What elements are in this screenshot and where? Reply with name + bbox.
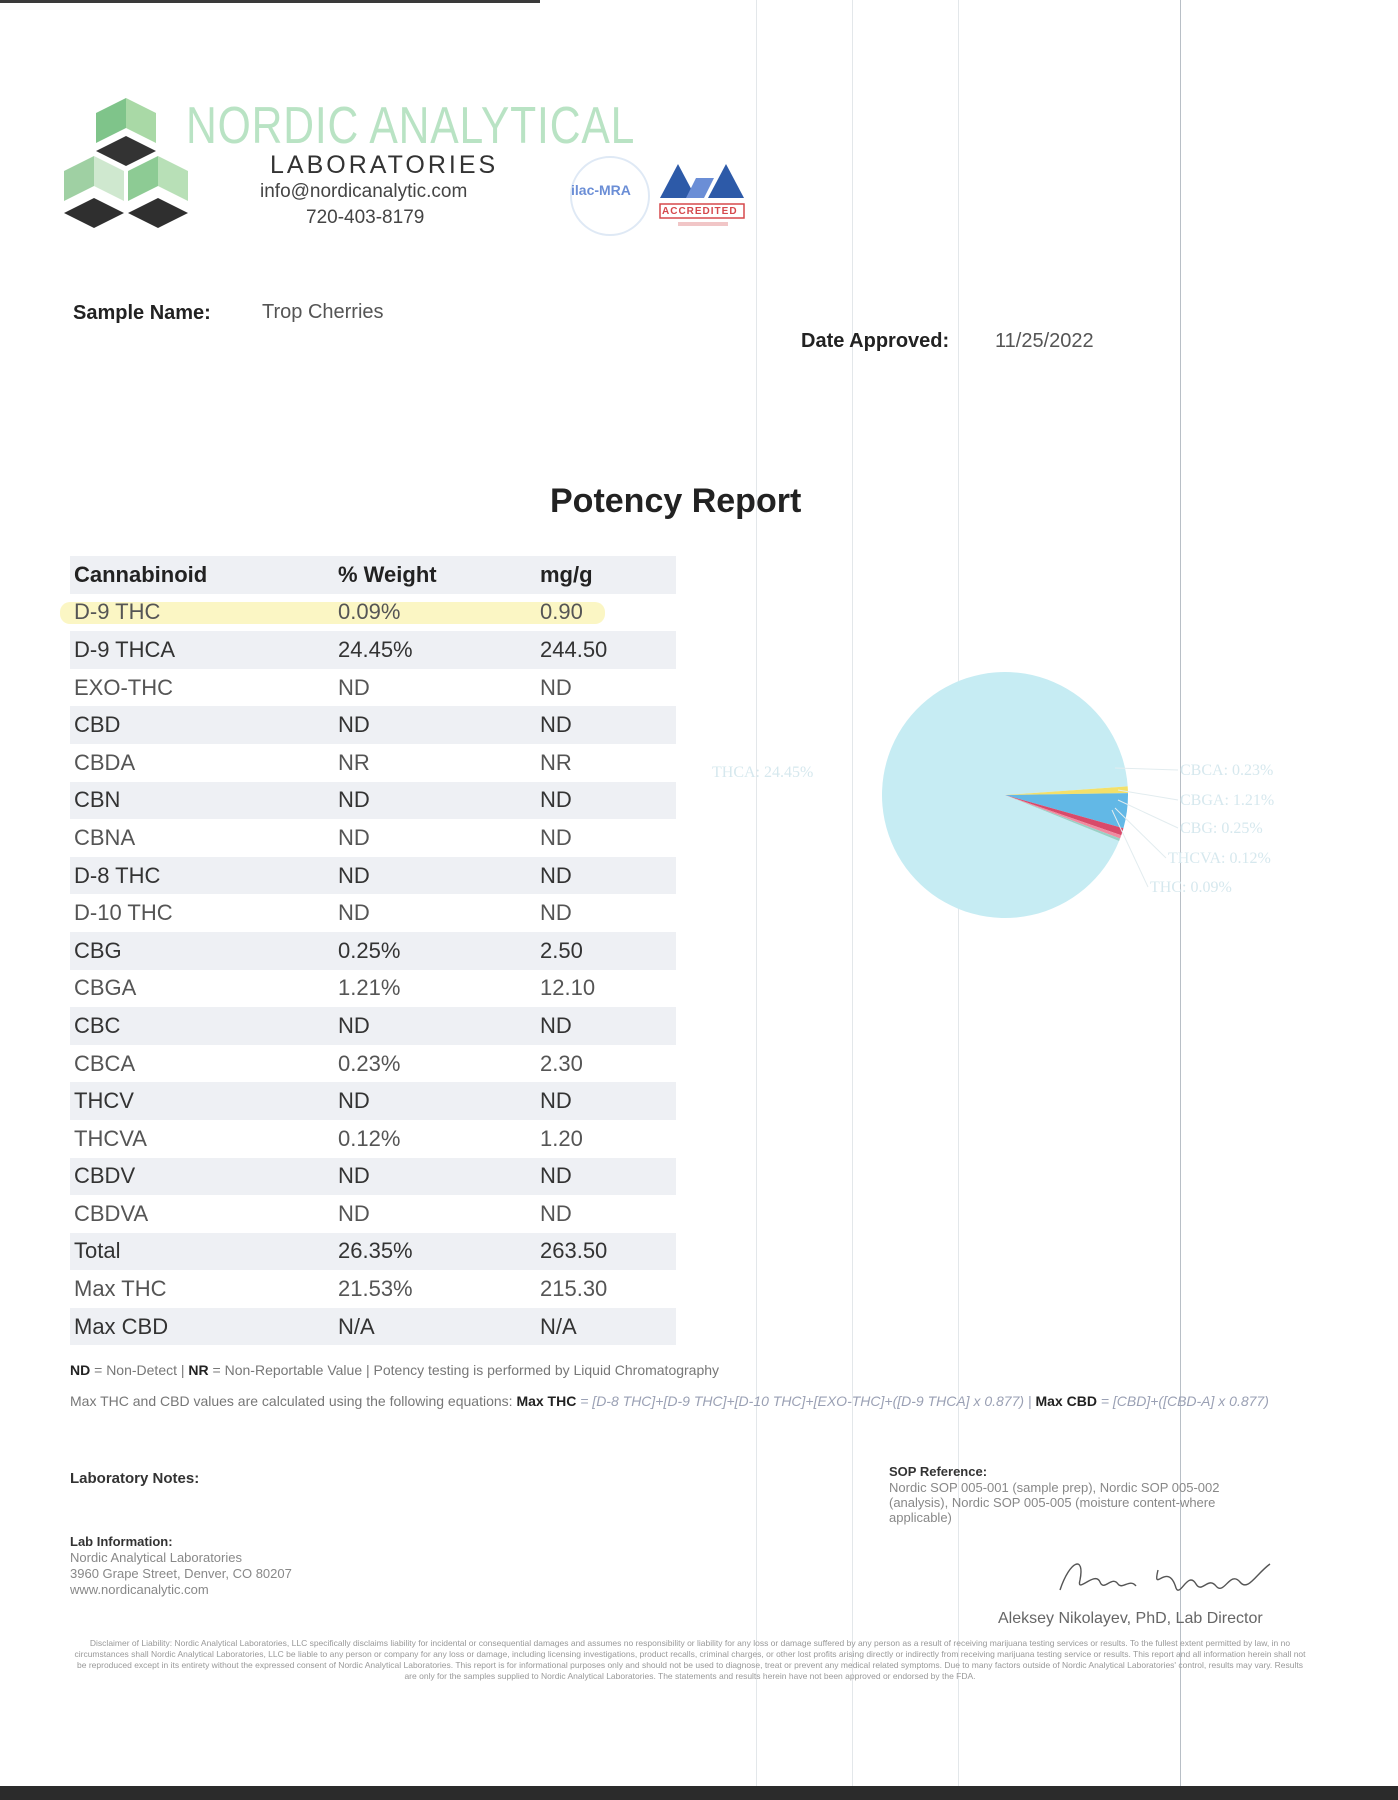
row-weight: 26.35% (338, 1238, 413, 1264)
row-name: D-9 THCA (74, 636, 176, 662)
lab-email: info@nordicanalytic.com (260, 181, 468, 202)
table-row (70, 894, 676, 932)
row-mg: 12.10 (540, 975, 596, 1001)
row-name: Max THC (74, 1276, 167, 1302)
a2la-accredited-icon (656, 160, 752, 242)
row-name: D-9 THC (74, 599, 161, 625)
row-name: CBDVA (74, 1200, 149, 1226)
pie-label: CBCA: 0.23% (1180, 762, 1274, 779)
row-name: D-8 THC (74, 862, 161, 888)
row-mg: ND (540, 712, 572, 738)
row-mg: ND (540, 674, 572, 700)
calc-intro: Max THC and CBD values are calculated using the following equations: (70, 1393, 517, 1409)
row-name: CBC (74, 1012, 121, 1038)
row-mg: ND (540, 1088, 572, 1114)
pie-label: THCA: 24.45% (712, 764, 814, 781)
row-name: CBNA (74, 824, 136, 850)
lab-subtitle: LABORATORIES (270, 151, 499, 179)
date-approved-value: 11/25/2022 (995, 330, 1094, 352)
scan-bottom-edge (0, 1786, 1398, 1800)
row-weight: 0.25% (338, 937, 401, 963)
max-cbd-equation: = [CBD]+([CBD-A] x 0.877) (1096, 1393, 1269, 1409)
row-weight: ND (338, 1163, 370, 1189)
row-mg: ND (540, 1163, 572, 1189)
row-name: CBD (74, 712, 121, 738)
director-signature (1040, 1540, 1280, 1610)
row-weight: 1.21% (338, 975, 401, 1001)
abbreviation-note (70, 1362, 719, 1378)
row-weight: ND (338, 674, 370, 700)
director-name: Aleksey Nikolayev, PhD, Lab Director (998, 1610, 1263, 1627)
row-weight: ND (338, 824, 370, 850)
row-mg: 2.50 (540, 937, 583, 963)
row-weight: 0.09% (338, 599, 401, 625)
row-mg: NR (540, 749, 572, 775)
lab-phone: 720-403-8179 (306, 207, 425, 228)
nr-text: = Non-Reportable Value | Potency testing is performed by Liquid Chromatography (208, 1362, 720, 1378)
row-weight: ND (338, 787, 370, 813)
row-name: CBCA (74, 1050, 136, 1076)
accredited-label: ACCREDITED (662, 206, 738, 217)
table-row (70, 744, 676, 782)
table-row (70, 1158, 676, 1196)
date-approved-label: Date Approved: (801, 330, 950, 352)
ilac-mark: ilac-MRA (571, 182, 631, 198)
row-name: Total (74, 1238, 121, 1264)
max-thc-label: Max THC (516, 1393, 577, 1409)
row-weight: ND (338, 900, 370, 926)
row-weight: 0.12% (338, 1125, 401, 1151)
nd-text: = Non-Detect | (90, 1362, 189, 1378)
max-cbd-label: Max CBD (1035, 1393, 1097, 1409)
table-row (70, 1195, 676, 1233)
table-row (70, 782, 676, 820)
header-weight: % Weight (338, 561, 437, 587)
row-mg: 1.20 (540, 1125, 583, 1151)
row-weight: ND (338, 862, 370, 888)
row-name: CBG (74, 937, 122, 963)
table-row (70, 1233, 676, 1271)
table-row (70, 1270, 676, 1308)
row-mg: 0.90 (540, 599, 583, 625)
row-weight: 24.45% (338, 636, 413, 662)
row-weight: ND (338, 1012, 370, 1038)
table-row (70, 857, 676, 895)
row-name: D-10 THC (74, 900, 173, 926)
header-cannabinoid: Cannabinoid (74, 561, 208, 587)
row-name: Max CBD (74, 1313, 169, 1339)
table-row (70, 1120, 676, 1158)
row-mg: 215.30 (540, 1276, 608, 1302)
row-name: CBN (74, 787, 121, 813)
row-weight: ND (338, 712, 370, 738)
row-name: THCVA (74, 1125, 147, 1151)
row-mg: ND (540, 1200, 572, 1226)
sop-reference-label: SOP Reference: (889, 1464, 988, 1479)
potency-table (70, 556, 676, 1345)
laboratory-notes-label: Laboratory Notes: (70, 1470, 200, 1487)
row-weight: 21.53% (338, 1276, 413, 1302)
row-mg: 244.50 (540, 636, 608, 662)
potency-pie-chart (690, 640, 1340, 940)
row-mg: ND (540, 900, 572, 926)
table-row (70, 1308, 676, 1346)
table-row (70, 706, 676, 744)
lab-info-line1: Nordic Analytical Laboratories (70, 1550, 242, 1565)
pie-label: THCVA: 0.12% (1168, 850, 1271, 867)
table-row (70, 1045, 676, 1083)
table-row (70, 1007, 676, 1045)
header-mg-g: mg/g (540, 561, 593, 587)
table-row (70, 970, 676, 1008)
pie-label: CBGA: 1.21% (1180, 792, 1275, 809)
row-mg: ND (540, 824, 572, 850)
liability-disclaimer: Disclaimer of Liability: Nordic Analytical Laboratories, LLC specifically disclaims liability for incidental or consequential damages and assumes no responsibility or liability for any loss or damage suffered by any person as a result of receiving marijuana testing services or results. To the fullest extent permitted by law, in no circumstances shall Nordic Analytical Laboratories, LLC be liable to any person or company for any loss or damage, including licensing investigations, product recalls, criminal charges, or other lost profits arising directly or indirectly from receiving marijuana testing service or results. This report and all information herein shall not be reproduced except in its entirety without the expressed consent of Nordic Analytical Laboratories. This report is for informational purposes only and should not be used to diagnose, treat or prevent any medical related symptoms. Due to many factors outside of Nordic Analytical Laboratories' control, results may vary. Results are only for the samples supplied to Nordic Analytical Laboratories. The statements and results herein have not been approved or endorsed by the FDA. (74, 1638, 1306, 1681)
row-mg: 263.50 (540, 1238, 608, 1264)
scan-top-edge (0, 0, 540, 3)
pie-label: THC: 0.09% (1150, 879, 1232, 896)
pie-label: CBG: 0.25% (1180, 820, 1263, 837)
row-weight: ND (338, 1088, 370, 1114)
row-name: CBGA (74, 975, 137, 1001)
row-mg: ND (540, 862, 572, 888)
row-weight: N/A (338, 1313, 375, 1339)
calculation-note (70, 1392, 1310, 1410)
lab-info-line3: www.nordicanalytic.com (70, 1582, 209, 1597)
table-header-row (70, 556, 676, 594)
report-title: Potency Report (550, 482, 802, 520)
table-row (70, 594, 676, 632)
row-weight: 0.23% (338, 1050, 401, 1076)
lab-info-line2: 3960 Grape Street, Denver, CO 80207 (70, 1566, 292, 1581)
row-mg: ND (540, 1012, 572, 1038)
max-thc-equation: = [D-8 THC]+[D-9 THC]+[D-10 THC]+[EXO-THC]+([D-9 THCA] x 0.877) | (576, 1393, 1036, 1409)
lab-information-label: Lab Information: (70, 1534, 173, 1549)
sample-name-label: Sample Name: (73, 302, 211, 324)
table-row (70, 1082, 676, 1120)
table-row (70, 631, 676, 669)
row-name: CBDV (74, 1163, 136, 1189)
row-weight: ND (338, 1200, 370, 1226)
row-name: EXO-THC (74, 674, 173, 700)
row-mg: ND (540, 787, 572, 813)
row-name: CBDA (74, 749, 136, 775)
lab-name-logo: NORDIC ANALYTICAL (186, 97, 636, 155)
row-name: THCV (74, 1088, 134, 1114)
row-mg: 2.30 (540, 1050, 583, 1076)
table-row (70, 669, 676, 707)
nd-abbr: ND (70, 1362, 91, 1378)
pie-leader-line (1118, 800, 1178, 828)
pie-leader-line (1112, 810, 1148, 887)
table-row (70, 932, 676, 970)
sop-reference-text: Nordic SOP 005-001 (sample prep), Nordic SOP 005-002 (analysis), Nordic SOP 005-005 (moisture content-where applicable) (889, 1480, 1220, 1525)
sample-name-value: Trop Cherries (262, 301, 384, 323)
row-mg: N/A (540, 1313, 577, 1339)
nr-abbr: NR (188, 1362, 209, 1378)
row-weight: NR (338, 749, 370, 775)
table-row (70, 819, 676, 857)
